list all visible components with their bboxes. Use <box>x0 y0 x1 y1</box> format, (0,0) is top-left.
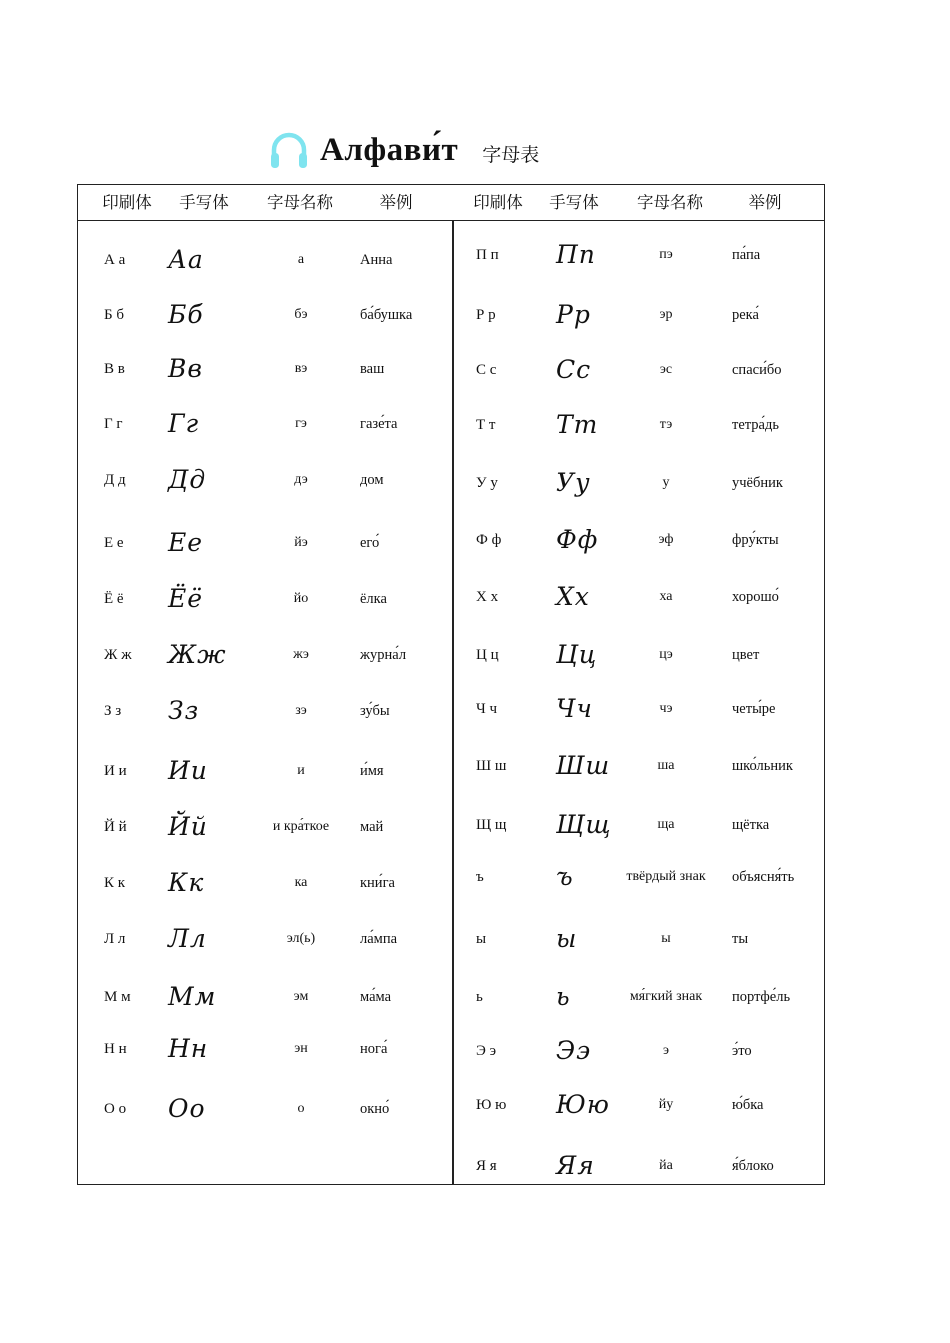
letter-example: э́то <box>732 1043 752 1059</box>
letter-script: Цц <box>556 640 598 669</box>
letter-name: йэ <box>294 535 308 550</box>
letter-script: Чч <box>556 694 593 723</box>
letter-name: дэ <box>294 472 308 487</box>
letter-print: В в <box>104 361 125 377</box>
letter-print: Ш ш <box>476 758 507 774</box>
letter-name: эр <box>659 307 673 322</box>
letter-example: цвет <box>732 647 760 663</box>
letter-row <box>78 969 826 1025</box>
letter-row <box>78 1023 826 1079</box>
letter-name: йа <box>659 1158 673 1173</box>
letter-name: йу <box>658 1097 674 1112</box>
letter-example: Анна <box>360 252 393 268</box>
letter-example: я́блоко <box>732 1158 774 1174</box>
letter-script: ъ <box>556 862 574 891</box>
letter-example: фру́кты <box>732 532 779 548</box>
letter-name: эф <box>658 532 674 547</box>
letter-script: Аа <box>168 245 204 274</box>
letter-script: Зз <box>168 696 200 725</box>
letter-print: Ё ё <box>104 591 124 607</box>
letter-print: Е е <box>104 535 124 551</box>
letter-name: ща <box>657 817 675 832</box>
letter-example: кни́га <box>360 875 395 891</box>
header-script-left: 手写体 <box>179 193 229 212</box>
letter-example: шко́льник <box>732 758 793 774</box>
letter-print: А а <box>104 252 126 268</box>
letter-row <box>78 287 826 343</box>
letter-print: Т т <box>476 417 496 433</box>
letter-print: Ч ч <box>476 701 498 717</box>
letter-script: Хх <box>556 582 590 611</box>
letter-print: Ж ж <box>104 647 132 663</box>
table-header <box>78 185 824 221</box>
letter-name: мя́гкий знак <box>629 989 703 1004</box>
header-print-left: 印刷体 <box>102 193 152 212</box>
letter-script: Ээ <box>556 1036 592 1065</box>
letter-script: Нн <box>168 1034 209 1063</box>
letter-row <box>78 1077 826 1133</box>
letter-print: Л л <box>104 931 126 947</box>
letter-script: Лл <box>168 924 207 953</box>
letter-script: Ии <box>168 756 208 785</box>
letter-example: и́мя <box>360 763 384 779</box>
header-name-right: 字母名称 <box>637 193 703 212</box>
letter-row <box>78 627 826 683</box>
letter-name: гэ <box>295 416 307 431</box>
letter-script: Мм <box>168 982 217 1011</box>
header-name-left: 字母名称 <box>267 193 333 212</box>
letter-script: Юю <box>556 1090 610 1119</box>
letter-row <box>78 569 826 625</box>
letter-name: вэ <box>294 361 308 376</box>
headphones-icon <box>268 129 310 171</box>
letter-print: Б б <box>104 307 124 323</box>
letter-name: ха <box>659 589 673 604</box>
letter-print: Щ щ <box>476 817 507 833</box>
letter-script: Йй <box>168 812 208 841</box>
letter-print: С с <box>476 362 497 378</box>
letter-print: Ф ф <box>476 532 502 548</box>
letter-name: о <box>297 1101 305 1116</box>
letter-print: П п <box>476 247 499 263</box>
letter-row <box>78 911 826 967</box>
letter-example: окно́ <box>360 1101 390 1117</box>
letter-name: и кра́ткое <box>272 819 330 834</box>
letter-example: газе́та <box>360 416 398 432</box>
letter-example: журна́л <box>360 647 407 663</box>
letter-script: Фф <box>556 525 599 554</box>
letter-script: Оо <box>168 1094 206 1123</box>
letter-print: К к <box>104 875 126 891</box>
letter-script: Сс <box>556 355 592 384</box>
letter-example: зу́бы <box>360 703 390 719</box>
letter-name: йо <box>293 591 309 606</box>
letter-name: пэ <box>659 247 673 262</box>
letter-example: объясня́ть <box>732 869 795 885</box>
letter-name: твёрдый знак <box>626 869 706 884</box>
letter-script: Шш <box>556 751 611 780</box>
letter-script: Бб <box>168 300 204 329</box>
header-script-right: 手写体 <box>549 193 599 212</box>
header-example-left: 举例 <box>379 193 413 212</box>
letter-name: у <box>662 475 670 490</box>
letter-script: Щщ <box>556 810 612 839</box>
letter-name: цэ <box>659 647 673 662</box>
letter-name: ка <box>294 875 308 890</box>
letter-row <box>78 455 826 511</box>
letter-print: Д д <box>104 472 126 488</box>
letter-print: ь <box>476 989 483 1005</box>
letter-print: Г г <box>104 416 123 432</box>
letter-script: ы <box>556 924 578 953</box>
letter-example: дом <box>360 472 384 488</box>
letter-name: эм <box>293 989 309 1004</box>
letter-example: тетра́дь <box>732 417 779 433</box>
letter-name: эс <box>659 362 673 377</box>
letter-row <box>78 342 826 398</box>
letter-name: зэ <box>295 703 307 718</box>
letter-example: ю́бка <box>732 1097 764 1113</box>
letter-name: ша <box>657 758 675 773</box>
letter-name: эн <box>294 1041 308 1056</box>
title-russian: Алфави́т <box>320 131 459 168</box>
letter-name: и <box>297 763 305 778</box>
letter-row <box>78 738 826 794</box>
letter-script: Уу <box>556 468 591 497</box>
letter-script: Дд <box>168 465 207 494</box>
letter-example: ба́бушка <box>360 307 413 323</box>
letter-script: Рр <box>556 300 591 329</box>
letter-example: его́ <box>360 535 380 551</box>
letter-example: хорошо́ <box>732 589 779 605</box>
letter-print: Э э <box>476 1043 497 1059</box>
letter-name: а <box>297 252 305 267</box>
letter-example: па́па <box>732 247 761 263</box>
letter-print: З з <box>104 703 122 719</box>
letter-print: Р р <box>476 307 496 323</box>
letter-example: четы́ре <box>732 701 776 717</box>
letter-print: И и <box>104 763 127 779</box>
letter-example: спаси́бо <box>732 362 782 378</box>
letter-script: Ёё <box>168 584 204 613</box>
letter-script: ь <box>556 982 571 1011</box>
alphabet-table <box>77 184 825 1185</box>
letter-name: эл(ь) <box>286 931 316 946</box>
header-example-right: 举例 <box>748 193 782 212</box>
letter-row <box>78 512 826 568</box>
letter-print: Н н <box>104 1041 127 1057</box>
letter-print: Я я <box>476 1158 497 1174</box>
letter-print: У у <box>476 475 498 491</box>
letter-script: Ее <box>168 528 204 557</box>
letter-name: тэ <box>659 417 673 432</box>
letter-script: Гг <box>168 409 200 438</box>
letter-name: жэ <box>293 647 309 662</box>
letter-name: ы <box>661 931 671 946</box>
letter-print: Й й <box>104 819 127 835</box>
letter-example: учёбник <box>732 475 783 491</box>
letter-row <box>78 681 826 737</box>
letter-print: М м <box>104 989 131 1005</box>
letter-print: О о <box>104 1101 127 1117</box>
letter-example: ваш <box>360 361 385 377</box>
letter-example: щётка <box>732 817 770 833</box>
letter-print: Ц ц <box>476 647 499 663</box>
letter-script: Вв <box>168 354 203 383</box>
letter-script: Кк <box>168 868 205 897</box>
letter-print: ы <box>476 931 487 947</box>
letter-row <box>78 227 826 283</box>
letter-script: Яя <box>556 1151 595 1180</box>
letter-name: э <box>662 1043 669 1058</box>
header-print-right: 印刷体 <box>473 193 523 212</box>
letter-example: ты <box>732 931 749 947</box>
letter-example: нога́ <box>360 1041 388 1057</box>
letter-example: ла́мпа <box>360 931 398 947</box>
letter-example: река́ <box>732 307 759 323</box>
page-title <box>268 122 539 178</box>
letter-example: ма́ма <box>360 989 392 1005</box>
letter-example: май <box>360 819 384 835</box>
letter-row <box>78 797 826 853</box>
letter-print: ъ <box>476 869 484 885</box>
letter-script: Жж <box>168 640 227 669</box>
letter-row <box>78 397 826 453</box>
letter-row <box>78 1138 826 1194</box>
letter-print: Х х <box>476 589 499 605</box>
letter-row <box>78 849 826 905</box>
letter-print: Ю ю <box>476 1097 507 1113</box>
title-chinese: 字母表 <box>482 143 540 166</box>
letter-example: портфе́ль <box>732 989 791 1005</box>
letter-name: бэ <box>294 307 308 322</box>
letter-script: Тт <box>556 410 599 439</box>
letter-script: Пп <box>556 240 596 269</box>
letter-name: чэ <box>659 701 673 716</box>
letter-example: ёлка <box>360 591 387 607</box>
